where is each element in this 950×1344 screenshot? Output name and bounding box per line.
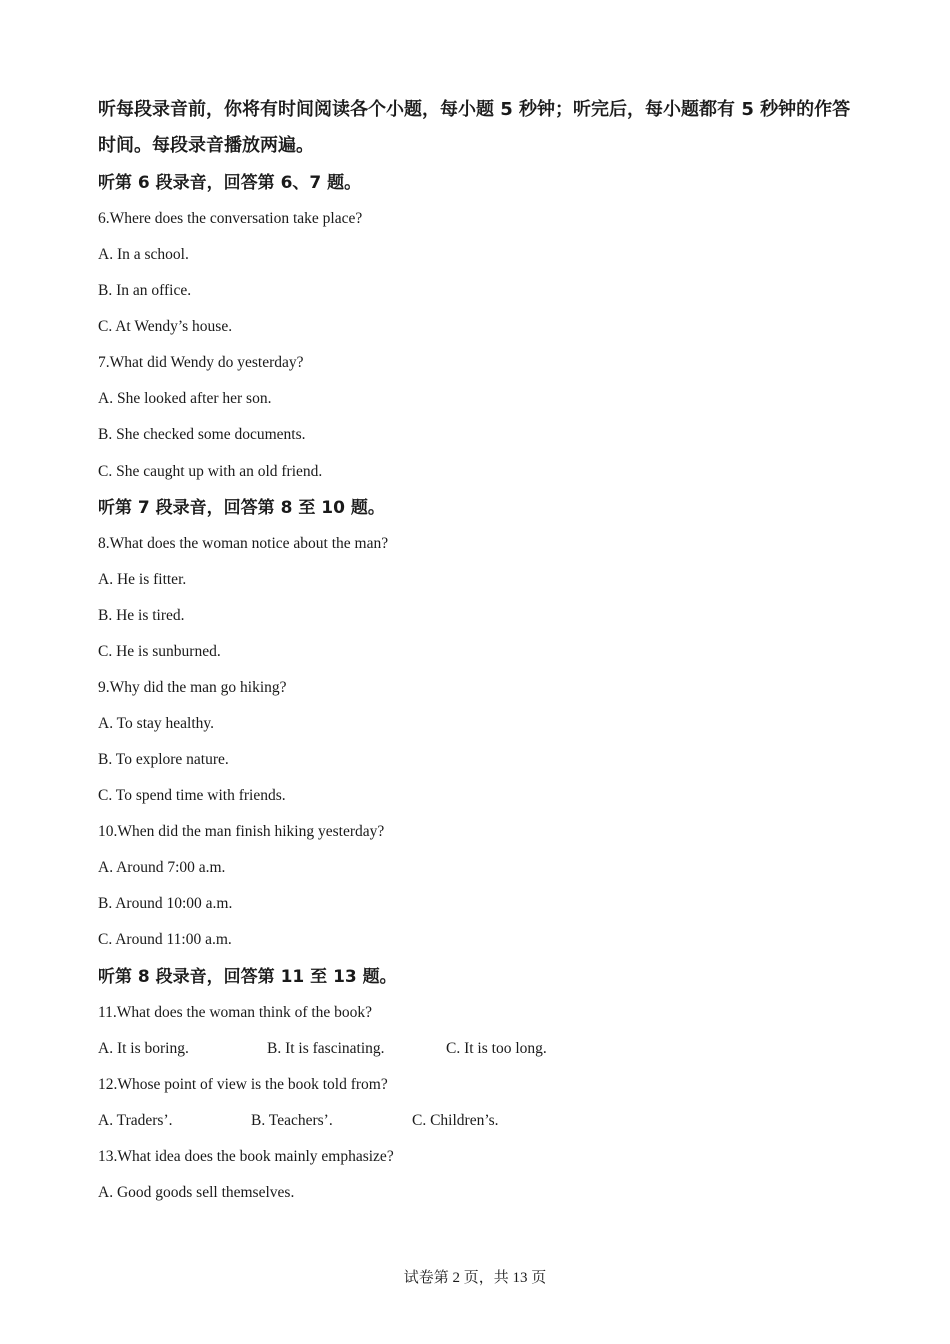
question-9-stem: 9.Why did the man go hiking? xyxy=(98,679,287,696)
question-12-option-b: B. Teachers’. xyxy=(251,1112,333,1129)
question-7-option-a: A. She looked after her son. xyxy=(98,390,272,407)
question-7-option-b: B. She checked some documents. xyxy=(98,426,306,443)
question-9-option-a: A. To stay healthy. xyxy=(98,715,215,732)
section-heading-6: 听第 6 段录音，回答第 6、7 题。 xyxy=(98,173,362,193)
question-8-option-b: B. He is tired. xyxy=(98,607,185,624)
question-11-stem: 11.What does the woman think of the book? xyxy=(98,1004,373,1021)
question-11-option-a: A. It is boring. xyxy=(98,1040,189,1057)
question-7-option-c: C. She caught up with an old friend. xyxy=(98,463,323,480)
question-11-option-b: B. It is fascinating. xyxy=(267,1040,385,1057)
question-6-stem: 6.Where does the conversation take place? xyxy=(98,210,363,227)
question-9-option-b: B. To explore nature. xyxy=(98,751,229,768)
section-heading-8: 听第 8 段录音，回答第 11 至 13 题。 xyxy=(98,967,397,987)
page-footer: 试卷第 2 页，共 13 页 xyxy=(403,1270,547,1286)
question-10-option-b: B. Around 10:00 a.m. xyxy=(98,895,233,912)
question-7-stem: 7.What did Wendy do yesterday? xyxy=(98,354,304,371)
question-8-option-a: A. He is fitter. xyxy=(98,571,187,588)
question-13-stem: 13.What idea does the book mainly emphasize? xyxy=(98,1148,394,1165)
question-10-option-a: A. Around 7:00 a.m. xyxy=(98,859,226,876)
question-9-option-c: C. To spend time with friends. xyxy=(98,787,286,804)
question-6-option-a: A. In a school. xyxy=(98,246,189,263)
question-12-option-a: A. Traders’. xyxy=(98,1112,173,1129)
question-13-option-a: A. Good goods sell themselves. xyxy=(98,1184,295,1201)
section-heading-7: 听第 7 段录音，回答第 8 至 10 题。 xyxy=(98,498,385,518)
question-6-option-c: C. At Wendy’s house. xyxy=(98,318,233,335)
question-10-stem: 10.When did the man finish hiking yesterday? xyxy=(98,823,385,840)
question-8-stem: 8.What does the woman notice about the man? xyxy=(98,535,389,552)
question-8-option-c: C. He is sunburned. xyxy=(98,643,221,660)
question-10-option-c: C. Around 11:00 a.m. xyxy=(98,931,232,948)
question-12-option-c: C. Children’s. xyxy=(412,1112,499,1129)
instructions-paragraph: 听每段录音前，你将有时间阅读各个小题，每小题 5 秒钟；听完后，每小题都有 5 秒钟的作答时间。每段录音播放两遍。 xyxy=(98,99,851,156)
question-11-option-c: C. It is too long. xyxy=(446,1040,547,1057)
question-12-stem: 12.Whose point of view is the book told from? xyxy=(98,1076,388,1093)
question-6-option-b: B. In an office. xyxy=(98,282,192,299)
